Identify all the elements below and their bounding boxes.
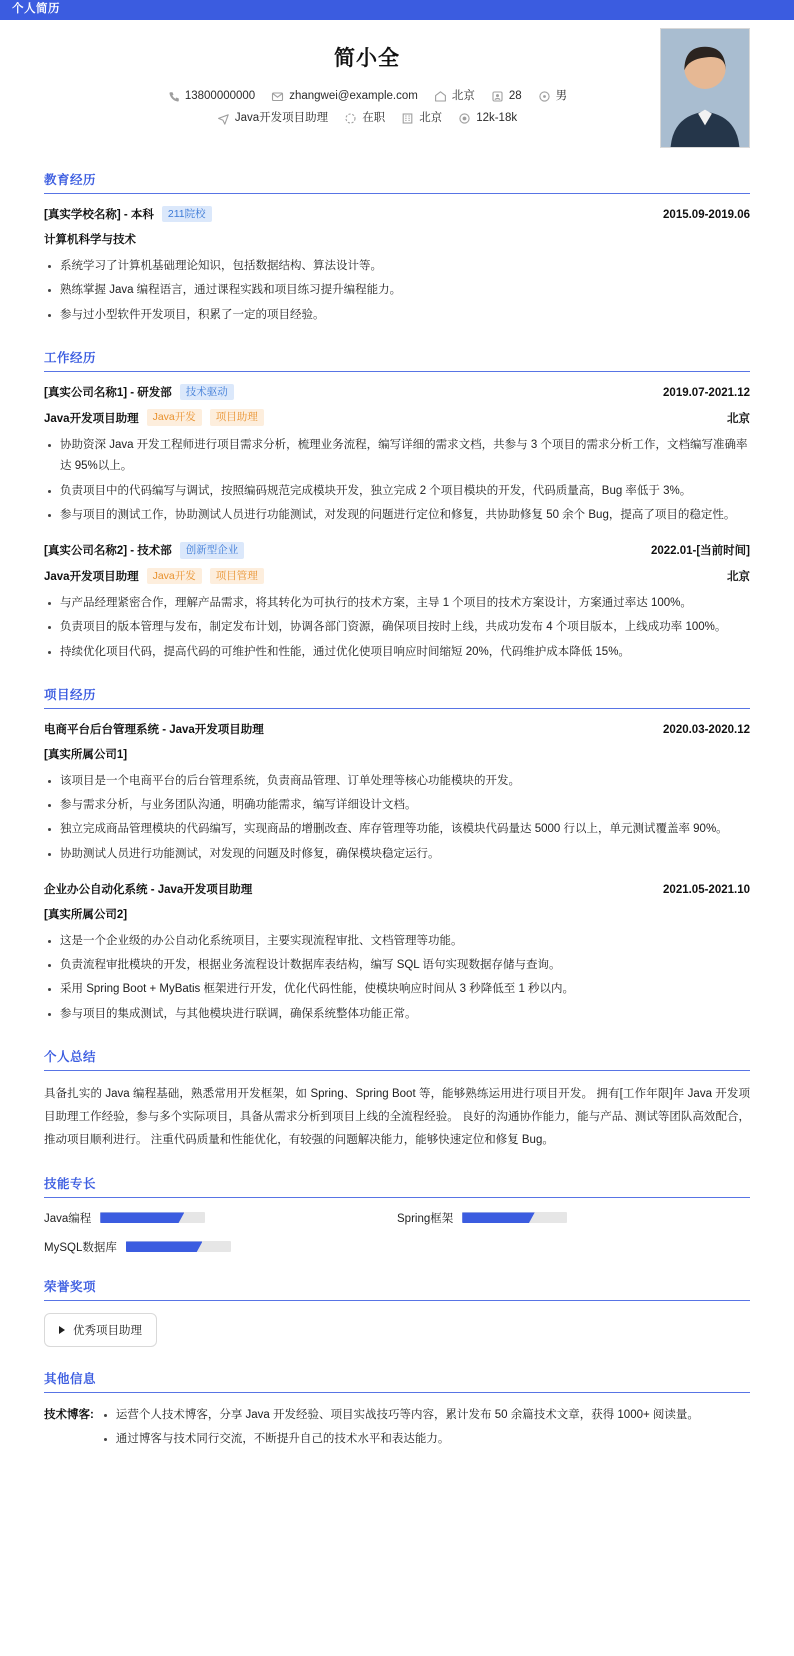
work-entry bbox=[44, 384, 750, 526]
entry-bullets bbox=[44, 771, 750, 865]
other-info-bullets bbox=[100, 1405, 750, 1454]
profile-header bbox=[44, 20, 750, 148]
section-title-other-info: 其他信息 bbox=[44, 1371, 97, 1386]
bullet-item: 参与项目的集成测试，与其他模块进行联调，确保系统整体功能正常。 bbox=[44, 1004, 750, 1025]
contact-primary-text: 28 bbox=[508, 90, 522, 102]
entry-date: 2019.07-2021.12 bbox=[663, 387, 750, 400]
section-projects bbox=[44, 685, 750, 1025]
entry-title-group bbox=[44, 721, 264, 737]
bullet-item: 系统学习了计算机基础理论知识，包括数据结构、算法设计等。 bbox=[44, 256, 750, 277]
entry-title-group bbox=[44, 542, 244, 559]
section-title-projects: 项目经历 bbox=[44, 687, 97, 702]
entry-role: Java开发项目助理 bbox=[44, 412, 139, 425]
bullet-item: 协助测试人员进行功能测试，对发现的问题及时修复，确保模块稳定运行。 bbox=[44, 844, 750, 865]
section-divider bbox=[44, 1392, 750, 1393]
bullet-item: 运营个人技术博客，分享 Java 开发经验、项目实战技巧等内容，累计发布 50 余篇技术文章，获得 1000+ 阅读量。 bbox=[100, 1405, 750, 1426]
entry-header-row bbox=[44, 542, 750, 559]
skill-item bbox=[397, 1210, 750, 1226]
honor-chip[interactable] bbox=[44, 1313, 157, 1347]
entry-title: [真实公司名称1] - 研发部 bbox=[44, 387, 172, 400]
project-entry bbox=[44, 721, 750, 865]
section-title-education: 教育经历 bbox=[44, 172, 97, 187]
entry-major: 计算机科学与技术 bbox=[44, 234, 136, 247]
entry-title: 电商平台后台管理系统 - Java开发项目助理 bbox=[44, 723, 264, 736]
other-info-block bbox=[44, 1405, 750, 1454]
entry-header-row bbox=[44, 206, 750, 223]
entry-title: [真实公司名称2] - 技术部 bbox=[44, 545, 172, 558]
contact-secondary-item bbox=[401, 108, 442, 130]
contact-primary-item bbox=[538, 86, 568, 108]
skill-progress-fill bbox=[100, 1212, 184, 1223]
entry-role-row bbox=[44, 568, 750, 585]
tag-badge: Java开发 bbox=[147, 568, 202, 585]
entry-bullets bbox=[44, 931, 750, 1025]
skill-label: Spring框架 bbox=[397, 1212, 454, 1225]
user-badge-icon bbox=[491, 90, 504, 103]
contact-primary-item bbox=[271, 86, 418, 108]
contact-primary-text: 北京 bbox=[451, 90, 475, 102]
section-title-honors: 荣誉奖项 bbox=[44, 1279, 97, 1294]
skill-label: Java编程 bbox=[44, 1212, 92, 1225]
bullet-item: 持续优化项目代码，提高代码的可维护性和性能，通过优化使项目响应时间缩短 20%，代码维护成本降低 15%。 bbox=[44, 642, 750, 663]
status-icon bbox=[344, 112, 357, 125]
contact-row-primary bbox=[44, 86, 690, 108]
skill-item bbox=[44, 1239, 397, 1255]
skill-progress-track bbox=[462, 1212, 567, 1223]
entry-title: [真实学校名称] - 本科 bbox=[44, 208, 154, 221]
education-entry bbox=[44, 206, 750, 326]
triangle-right-icon bbox=[59, 1326, 65, 1334]
education-entry-list bbox=[44, 206, 750, 326]
section-skills bbox=[44, 1174, 750, 1255]
section-title-work: 工作经历 bbox=[44, 350, 97, 365]
section-divider bbox=[44, 1197, 750, 1198]
section-other-info bbox=[44, 1369, 750, 1454]
contact-primary-text: 男 bbox=[555, 90, 568, 102]
entry-bullets bbox=[44, 593, 750, 663]
work-entry-list bbox=[44, 384, 750, 663]
skill-list bbox=[44, 1210, 750, 1255]
project-entry-list bbox=[44, 721, 750, 1025]
section-divider bbox=[44, 1070, 750, 1071]
entry-header-row bbox=[44, 384, 750, 401]
resume-page bbox=[0, 20, 794, 1484]
contact-secondary-text: 在职 bbox=[362, 111, 386, 124]
skill-progress-track bbox=[100, 1212, 205, 1223]
entry-bullets bbox=[44, 435, 750, 526]
contact-row-secondary bbox=[44, 108, 690, 130]
skill-progress-fill bbox=[126, 1241, 203, 1252]
coin-icon bbox=[458, 112, 471, 125]
home-icon bbox=[434, 90, 447, 103]
entry-role: Java开发项目助理 bbox=[44, 570, 139, 583]
window-title: 个人简历 bbox=[12, 3, 60, 16]
contact-secondary-item bbox=[344, 108, 385, 130]
bullet-item: 通过博客与技术同行交流，不断提升自己的技术水平和表达能力。 bbox=[100, 1429, 750, 1450]
contact-primary-text: 13800000000 bbox=[184, 90, 256, 102]
entry-title-group bbox=[44, 881, 252, 897]
envelope-icon bbox=[271, 90, 284, 103]
contact-secondary-item bbox=[458, 108, 517, 130]
other-info-label: 技术博客: bbox=[44, 1408, 94, 1421]
entry-company: [真实所属公司2] bbox=[44, 908, 128, 921]
entry-bullets bbox=[44, 256, 750, 326]
section-summary bbox=[44, 1047, 750, 1152]
skill-progress-track bbox=[126, 1241, 231, 1252]
section-divider bbox=[44, 708, 750, 709]
bullet-item: 参与需求分析，与业务团队沟通，明确功能需求，编写详细设计文档。 bbox=[44, 795, 750, 816]
entry-date: 2022.01-[当前时间] bbox=[650, 545, 750, 558]
tag-badge: 项目管理 bbox=[210, 568, 264, 585]
gender-icon bbox=[538, 90, 551, 103]
entry-date: 2015.09-2019.06 bbox=[663, 208, 750, 221]
send-icon bbox=[217, 112, 230, 125]
bullet-item: 负责流程审批模块的开发，根据业务流程设计数据库表结构，编写 SQL 语句实现数据存储与查询。 bbox=[44, 955, 750, 976]
entry-role-group bbox=[44, 409, 264, 426]
contact-secondary-text: Java开发项目助理 bbox=[234, 111, 329, 124]
contact-info bbox=[44, 86, 750, 130]
contact-primary-item bbox=[167, 86, 255, 108]
entry-role-group bbox=[44, 568, 264, 585]
bullet-item: 负责项目的版本管理与发布，制定发布计划，协调各部门资源，确保项目按时上线，共成功发布 4 个项目版本，上线成功率 100%。 bbox=[44, 617, 750, 638]
building-icon bbox=[401, 112, 414, 125]
entry-title-group bbox=[44, 206, 212, 223]
avatar bbox=[660, 28, 750, 148]
tag-badge: 技术驱动 bbox=[180, 384, 234, 401]
section-education bbox=[44, 170, 750, 326]
contact-primary-text: zhangwei@example.com bbox=[289, 90, 418, 102]
section-title-summary: 个人总结 bbox=[44, 1049, 97, 1064]
tag-badge: 211院校 bbox=[162, 206, 212, 223]
bullet-item: 负责项目中的代码编写与调试，按照编码规范完成模块开发，独立完成 2 个项目模块的开发，代码质量高，Bug 率低于 3%。 bbox=[44, 481, 750, 502]
bullet-item: 参与项目的测试工作，协助测试人员进行功能测试，对发现的问题进行定位和修复，共协助修复 50 余个 Bug，提高了项目的稳定性。 bbox=[44, 505, 750, 526]
summary-text: 具备扎实的 Java 编程基础，熟悉常用开发框架，如 Spring、Spring Boot 等，能够熟练运用进行项目开发。 拥有[工作年限]年 Java 开发项目助理工作经验，参与多个实际项目，具备从需求分析到项目上线的全流程经验。 良好的沟通协作能力，能与产品、测试等团队高效配合，推动项目顺利进行。 注重代码质量和性能优化，有较强的问题解决能力，能够快速定位和修复 Bug。 bbox=[44, 1087, 750, 1146]
bullet-item: 熟练掌握 Java 编程语言，通过课程实践和项目练习提升编程能力。 bbox=[44, 280, 750, 301]
section-divider bbox=[44, 1300, 750, 1301]
honor-label: 优秀项目助理 bbox=[73, 1324, 142, 1337]
entry-title: 企业办公自动化系统 - Java开发项目助理 bbox=[44, 883, 253, 896]
bullet-item: 协助资深 Java 开发工程师进行项目需求分析，梳理业务流程，编写详细的需求文档，共参与 3 个项目的需求分析工作，文档编写准确率达 95%以上。 bbox=[44, 435, 750, 478]
honor-list bbox=[44, 1313, 750, 1347]
page-title: 简小全 bbox=[334, 47, 400, 70]
phone-icon bbox=[167, 90, 180, 103]
section-divider bbox=[44, 371, 750, 372]
entry-header-row bbox=[44, 721, 750, 737]
tag-badge: Java开发 bbox=[147, 409, 202, 426]
contact-primary-item bbox=[491, 86, 522, 108]
section-divider bbox=[44, 193, 750, 194]
entry-title-group bbox=[44, 384, 234, 401]
entry-company: [真实所属公司1] bbox=[44, 748, 128, 761]
skill-label: MySQL数据库 bbox=[44, 1241, 117, 1254]
contact-secondary-text: 12k-18k bbox=[476, 111, 518, 124]
section-honors bbox=[44, 1277, 750, 1347]
section-work bbox=[44, 348, 750, 663]
entry-location: 北京 bbox=[727, 412, 750, 425]
contact-secondary-text: 北京 bbox=[419, 111, 443, 124]
bullet-item: 该项目是一个电商平台的后台管理系统，负责商品管理、订单处理等核心功能模块的开发。 bbox=[44, 771, 750, 792]
entry-header-row bbox=[44, 881, 750, 897]
app-title-bar bbox=[0, 0, 794, 20]
other-info-bullet-list bbox=[100, 1405, 750, 1451]
skill-progress-fill bbox=[462, 1212, 534, 1223]
bullet-item: 这是一个企业级的办公自动化系统项目，主要实现流程审批、文档管理等功能。 bbox=[44, 931, 750, 952]
work-entry bbox=[44, 542, 750, 663]
tag-badge: 创新型企业 bbox=[180, 542, 245, 559]
bullet-item: 采用 Spring Boot + MyBatis 框架进行开发，优化代码性能，使模块响应时间从 3 秒降低至 1 秒以内。 bbox=[44, 979, 750, 1000]
bullet-item: 独立完成商品管理模块的代码编写，实现商品的增删改查、库存管理等功能，该模块代码量达 5000 行以上，单元测试覆盖率 90%。 bbox=[44, 819, 750, 840]
section-title-skills: 技能专长 bbox=[44, 1176, 97, 1191]
project-entry bbox=[44, 881, 750, 1025]
entry-date: 2021.05-2021.10 bbox=[663, 883, 750, 896]
entry-role-row bbox=[44, 409, 750, 426]
entry-location: 北京 bbox=[727, 570, 750, 583]
entry-date: 2020.03-2020.12 bbox=[663, 723, 750, 736]
skill-item bbox=[44, 1210, 397, 1226]
bullet-item: 参与过小型软件开发项目，积累了一定的项目经验。 bbox=[44, 305, 750, 326]
contact-primary-item bbox=[434, 86, 475, 108]
tag-badge: 项目助理 bbox=[210, 409, 264, 426]
contact-secondary-item bbox=[217, 108, 328, 130]
bullet-item: 与产品经理紧密合作，理解产品需求，将其转化为可执行的技术方案，主导 1 个项目的技术方案设计，方案通过率达 100%。 bbox=[44, 593, 750, 614]
